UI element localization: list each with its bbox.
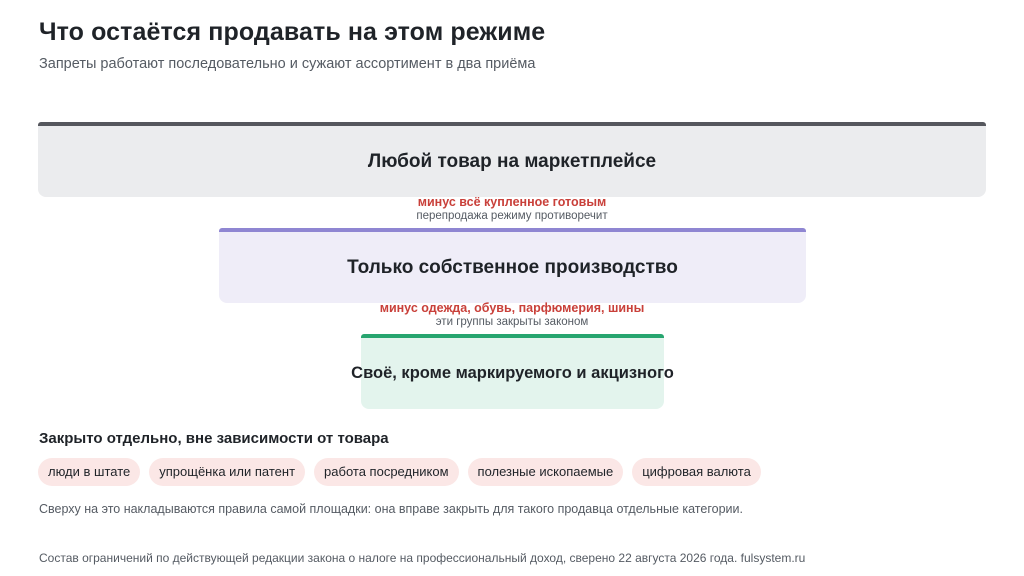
chip-staff: люди в штате <box>38 458 140 486</box>
tier-own-non-marked: Своё, кроме маркируемого и акцизного <box>361 334 664 409</box>
note-resale-sub: перепродажа режиму противоречит <box>416 210 608 222</box>
page-title: Что остаётся продавать на этом режиме <box>39 18 546 46</box>
page-subtitle: Запреты работают последовательно и сужают ассортимент в два приёма <box>39 56 536 72</box>
tier-own-production: Только собственное производство <box>219 228 806 303</box>
restrictions-title: Закрыто отдельно, вне зависимости от товара <box>39 430 389 447</box>
chip-simplified-tax: упрощёнка или патент <box>149 458 305 486</box>
tier-any-product: Любой товар на маркетплейсе <box>38 122 986 197</box>
chip-minerals: полезные ископаемые <box>468 458 624 486</box>
note-excluded-groups-sub: эти группы закрыты законом <box>435 316 589 328</box>
chip-intermediary: работа посредником <box>314 458 458 486</box>
restrictions-remark: Сверху на это накладываются правила самой площадки: она вправе закрыть для такого продавца отдельные категории. <box>39 502 743 516</box>
note-excluded-groups-main: минус одежда, обувь, парфюмерия, шины <box>379 301 645 315</box>
source-footer: Состав ограничений по действующей редакции закона о налоге на профессиональный доход, сверено 22 августа 2026 года. fulsystem.ru <box>39 551 806 565</box>
chip-crypto: цифровая валюта <box>632 458 761 486</box>
note-resale-main: минус всё купленное готовым <box>417 195 607 209</box>
restrictions-chip-list <box>38 458 761 486</box>
